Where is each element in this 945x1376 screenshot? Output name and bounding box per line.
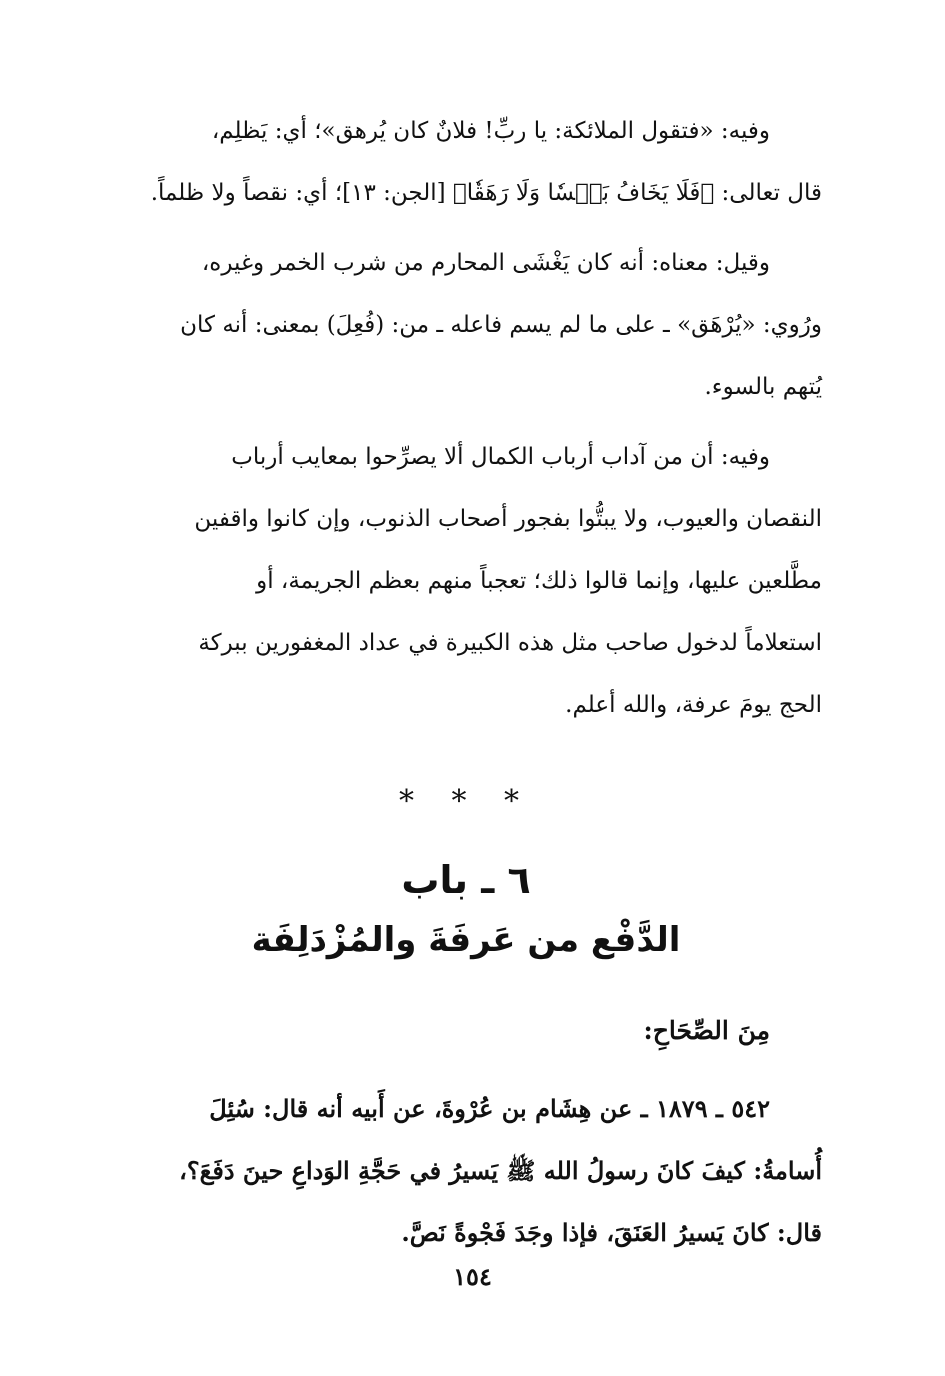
text-line: وفيه: «فتقول الملائكة: يا ربِّ! فلانٌ كان يُرهق»؛ أي: يَظلِم، [211, 118, 770, 144]
section-separator: * * * [398, 784, 534, 819]
text-line: وفيه: أن من آداب أرباب الكمال ألا يصرِّحوا بمعايب أرباب [231, 444, 770, 470]
paragraph-2 [110, 232, 822, 418]
text-line: قال: كانَ يَسيرُ العَنَقَ، فإذا وجَدَ فَجْوةً نَصَّ. [401, 1218, 822, 1247]
chapter-title: الدَّفْع من عَرفَةَ والمُزْدَلِفَة [251, 920, 681, 960]
paragraph-3 [110, 426, 822, 736]
text-line: مطَّلعين عليها، وإنما قالوا ذلك؛ تعجباً منهم بعظم الجريمة، أو [256, 568, 822, 594]
text-line: النقصان والعيوب، ولا يبتُّوا بفجور أصحاب الذنوب، وإن كانوا واقفين [194, 506, 822, 532]
page-body [110, 100, 822, 1264]
chapter-number: ٦ ـ باب [401, 858, 531, 902]
text-line: استعلاماً لدخول صاحب مثل هذه الكبيرة في عداد المغفورين ببركة [198, 630, 822, 656]
page-number: ١٥٤ [453, 1262, 492, 1291]
text-line: ورُوي: «يُرْهَق» ـ على ما لم يسم فاعله ـ من: (فُعِلَ) بمعنى: أنه كان [180, 312, 822, 338]
text-line: قال تعالى: ﴿فَلَا يَخَافُ بَخۡسٗا وَلَا رَهَقٗا﴾ [الجن: ١٣]؛ أي: نقصاً ولا ظلماً. [150, 180, 822, 206]
text-line: الحج يومَ عرفة، والله أعلم. [565, 692, 822, 718]
text-line: أُسامةُ: كيفَ كانَ رسولُ الله ﷺ يَسيرُ في حَجَّةِ الوَداعِ حينَ دَفَعَ؟، [179, 1156, 822, 1185]
section-heading: مِنَ الصِّحَاحِ: [643, 1016, 770, 1045]
paragraph-1 [110, 100, 822, 224]
text-line: ٥٤٢ ـ ١٨٧٩ ـ عن هِشَام بن عُرْوةَ، عن أَبيه أنه قال: سُئِلَ [209, 1094, 770, 1123]
hadith-text [110, 1078, 822, 1264]
text-line: وقيل: معناه: أنه كان يَغْشَى المحارم من شرب الخمر وغيره، [201, 250, 770, 276]
text-line: يُتهم بالسوء. [704, 374, 822, 400]
